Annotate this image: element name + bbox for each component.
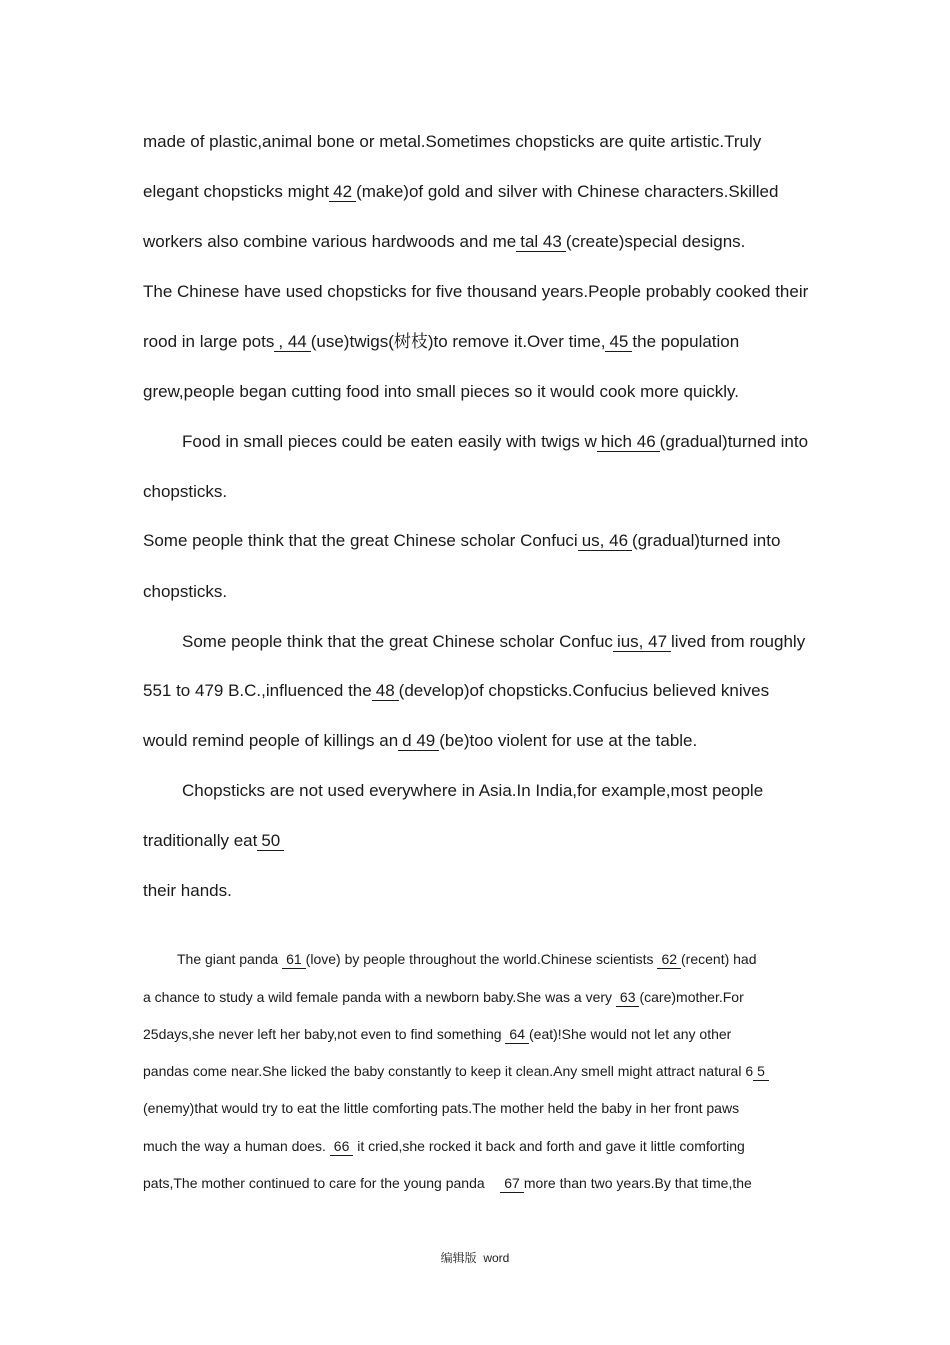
paragraph-2-line-3: grew,people began cutting food into small pieces so it would cook more quickly. <box>143 382 739 401</box>
text-segment: the population <box>632 332 740 351</box>
blank-43: tal 43 <box>516 233 566 252</box>
paragraph-4-line-2: chopsticks. <box>143 582 228 601</box>
paragraph-6-line-3: their hands. <box>143 881 232 900</box>
text-segment: (recent) had <box>681 951 757 967</box>
text-segment: (eat)!She would not let any other <box>529 1026 732 1042</box>
paragraph-2-line-1: The Chinese have used chopsticks for five thousand years.People probably cooked their <box>143 282 809 301</box>
text-segment: much the way a human does. <box>143 1138 326 1154</box>
paragraph-6-line-1: Chopsticks are not used everywhere in Asia.In India,for example,most people <box>182 781 764 800</box>
text-segment: (love) by people throughout the world.Chinese scientists <box>305 951 654 967</box>
text-segment: (gradual)turned into <box>632 531 781 550</box>
panda-line-7 <box>143 1174 848 1193</box>
paragraph-1-line-3 <box>143 231 848 253</box>
blank-67: 67 <box>500 1174 524 1193</box>
panda-line-3 <box>143 1025 848 1044</box>
paragraph-5-line-3 <box>143 730 848 752</box>
paragraph-6-line-2 <box>143 830 848 852</box>
panda-line-5: (enemy)that would try to eat the little comforting pats.The mother held the baby in her front paws <box>143 1100 740 1116</box>
text-segment: it cried,she rocked it back and forth and gave it little comforting <box>357 1138 745 1154</box>
blank-49: d 49 <box>398 732 439 751</box>
paragraph-5-line-1 <box>182 631 848 653</box>
text-segment: pats,The mother continued to care for the young panda <box>143 1175 485 1191</box>
paragraph-1-line-1: made of plastic,animal bone or metal.Sometimes chopsticks are quite artistic.Truly <box>143 132 762 151</box>
text-segment: rood in large pots <box>143 332 275 351</box>
text-segment: (make)of gold and silver with Chinese characters.Skilled <box>356 182 779 201</box>
paragraph-4-line-1 <box>143 530 848 552</box>
text-segment: elegant chopsticks might <box>143 182 330 201</box>
text-segment: (be)too violent for use at the table. <box>439 731 698 750</box>
text-segment: (develop)of chopsticks.Confucius believed knives <box>398 681 770 700</box>
paragraph-1-line-2 <box>143 181 848 203</box>
text-segment: 25days,she never left her baby,not even to find something <box>143 1026 502 1042</box>
text-segment: Some people think that the great Chinese scholar Confuc <box>182 632 613 651</box>
text-segment: 551 to 479 B.C.,influenced the <box>143 681 372 700</box>
blank-47: ius, 47 <box>613 633 671 652</box>
paragraph-3-line-1 <box>182 431 848 453</box>
text-segment: a chance to study a wild female panda with a newborn baby.She was a very <box>143 989 613 1005</box>
text-segment: Some people think that the great Chinese scholar Confuci <box>143 531 578 550</box>
panda-line-2 <box>143 988 848 1007</box>
text-segment: (use)twigs(树枝)to remove it.Over time, <box>310 332 606 351</box>
text-segment: more than two years.By that time,the <box>523 1175 752 1191</box>
blank-46: hich 46 <box>597 433 660 452</box>
paragraph-5-line-2 <box>143 680 848 702</box>
page-footer <box>0 1249 950 1266</box>
footer-word: word <box>483 1251 510 1265</box>
text-segment: (create)special designs. <box>565 232 746 251</box>
text-segment: (care)mother.For <box>639 989 744 1005</box>
panda-line-6 <box>143 1137 848 1156</box>
text-segment: traditionally eat <box>143 831 258 850</box>
blank-42: 42 <box>329 183 356 202</box>
text-segment: workers also combine various hardwoods and me <box>143 232 517 251</box>
footer-label: 编辑版 <box>440 1251 477 1265</box>
text-segment: would remind people of killings an <box>143 731 399 750</box>
text-segment: Food in small pieces could be eaten easily with twigs w <box>182 432 597 451</box>
blank-61: 61 <box>282 950 306 969</box>
blank-63: 63 <box>616 988 640 1007</box>
paragraph-3-line-2: chopsticks. <box>143 482 228 501</box>
text-segment: lived from roughly <box>671 632 806 651</box>
blank-45: 45 <box>605 333 632 352</box>
text-segment: The giant panda <box>177 951 279 967</box>
blank-64: 64 <box>505 1025 529 1044</box>
blank-44: , 44 <box>274 333 310 352</box>
text-segment: (gradual)turned into <box>659 432 809 451</box>
paragraph-2-line-2 <box>143 331 848 353</box>
text-segment: pandas come near.She licked the baby constantly to keep it clean.Any smell might attract natural 6 <box>143 1063 754 1079</box>
blank-65: 5 <box>753 1062 769 1081</box>
blank-46: us, 46 <box>578 532 632 551</box>
blank-50: 50 <box>257 832 284 851</box>
blank-48: 48 <box>372 682 399 701</box>
blank-62: 62 <box>657 950 681 969</box>
panda-line-4 <box>143 1062 848 1081</box>
blank-66: 66 <box>330 1137 354 1156</box>
panda-line-1 <box>177 950 848 969</box>
